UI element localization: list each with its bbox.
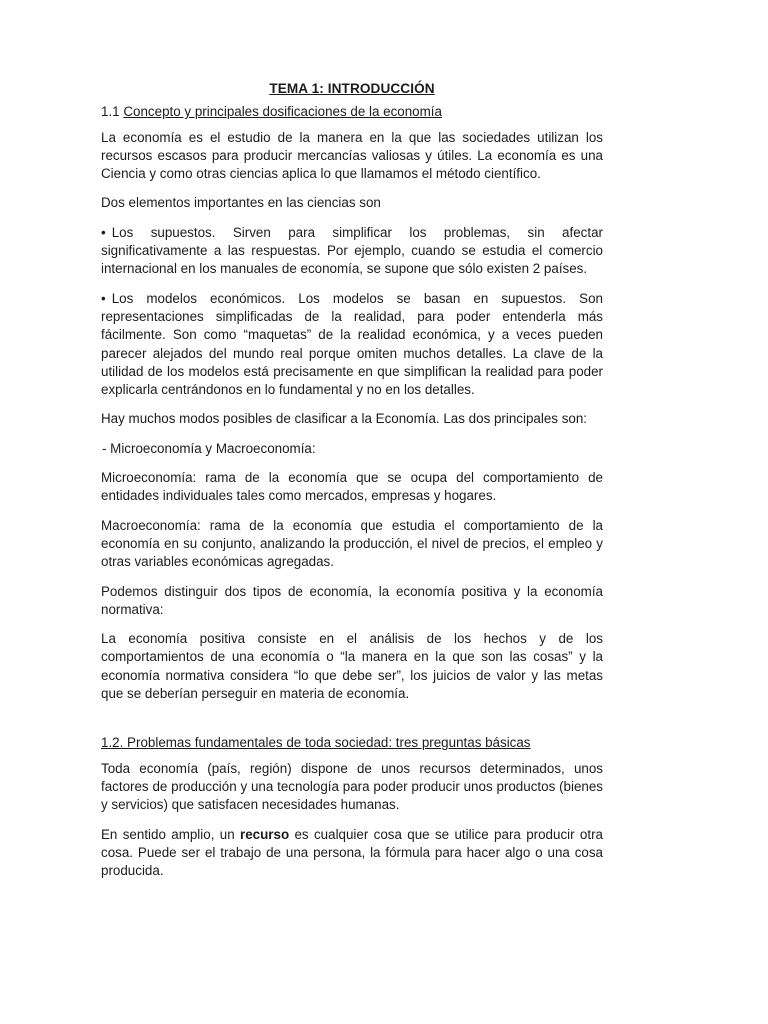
recurso-text-before: En sentido amplio, un bbox=[101, 826, 241, 842]
section-heading-1-1 bbox=[101, 103, 603, 121]
section-title: Concepto y principales dosificaciones de la economía bbox=[123, 104, 442, 120]
paragraph-macroeconomia: Macroeconomía: rama de la economía que estudia el comportamiento de la economía en su conjunto, analizando la producción, el nivel de precios, el empleo y otras variables económicas agregadas. bbox=[101, 517, 603, 570]
section-number: 1.1 bbox=[101, 104, 120, 120]
paragraph-definition: La economía es el estudio de la manera en la que las sociedades utilizan los recursos escasos para producir mercancías valiosas y útiles. La economía es una Ciencia y como otras ciencias aplica lo que llamamos el método científico. bbox=[101, 129, 603, 182]
paragraph-micro-macro: - Microeconomía y Macroeconomía: bbox=[102, 440, 316, 456]
recurso-text-after: es cualquier cosa que se utilice para producir otra cosa. Puede ser el trabajo de una persona, la fórmula para hacer algo o una cosa producida. bbox=[101, 826, 603, 879]
paragraph-microeconomia: Microeconomía: rama de la economía que se ocupa del comportamiento de entidades individuales tales como mercados, empresas y hogares. bbox=[101, 470, 603, 504]
paragraph-positive-normative: La economía positiva consiste en el análisis de los hechos y de los comportamientos de una economía o “la manera en la que son las cosas” y la economía normativa considera “lo que debe ser”, los juicios de valor y las metas que se deberían perseguir en materia de economía. bbox=[101, 631, 603, 702]
paragraph-classification: Hay muchos modos posibles de clasificar a la Economía. Las dos principales son: bbox=[101, 411, 588, 427]
recurso-term: recurso bbox=[240, 826, 290, 842]
paragraph-recurso bbox=[101, 826, 603, 881]
section-title: 1.2. Problemas fundamentales de toda sociedad: tres preguntas básicas bbox=[101, 735, 531, 751]
bullet-modelos: • Los modelos económicos. Los modelos se basan en supuestos. Son representaciones simplificadas de la realidad, para poder entenderla más fácilmente. Son como “maquetas” de la realidad económica, y a veces pueden parecer alejados del mundo real porque omiten muchos detalles. La clave de la utilidad de los modelos está precisamente en que simplifican la realidad para poder explicarla centrándonos en lo fundamental y no en los detalles. bbox=[101, 290, 603, 400]
document-title: TEMA 1: INTRODUCCIÓN bbox=[269, 81, 435, 96]
section-spacer bbox=[101, 714, 603, 734]
paragraph-types: Podemos distinguir dos tipos de economía, la economía positiva y la economía normativa: bbox=[101, 583, 603, 617]
section-heading-1-2 bbox=[101, 734, 603, 752]
paragraph-resources-intro: Toda economía (país, región) dispone de unos recursos determinados, unos factores de producción y una tecnología para poder producir unos productos (bienes y servicios) que satisfacen necesidades humanas. bbox=[101, 760, 603, 813]
paragraph-elements-intro: Dos elementos importantes en las ciencias son bbox=[101, 195, 381, 211]
document-body bbox=[101, 80, 603, 891]
bullet-supuestos: • Los supuestos. Sirven para simplificar los problemas, sin afectar significativamente a las respuestas. Por ejemplo, cuando se estudia el comercio internacional en los manuales de economía, se supone que sólo existen 2 países. bbox=[101, 224, 603, 279]
